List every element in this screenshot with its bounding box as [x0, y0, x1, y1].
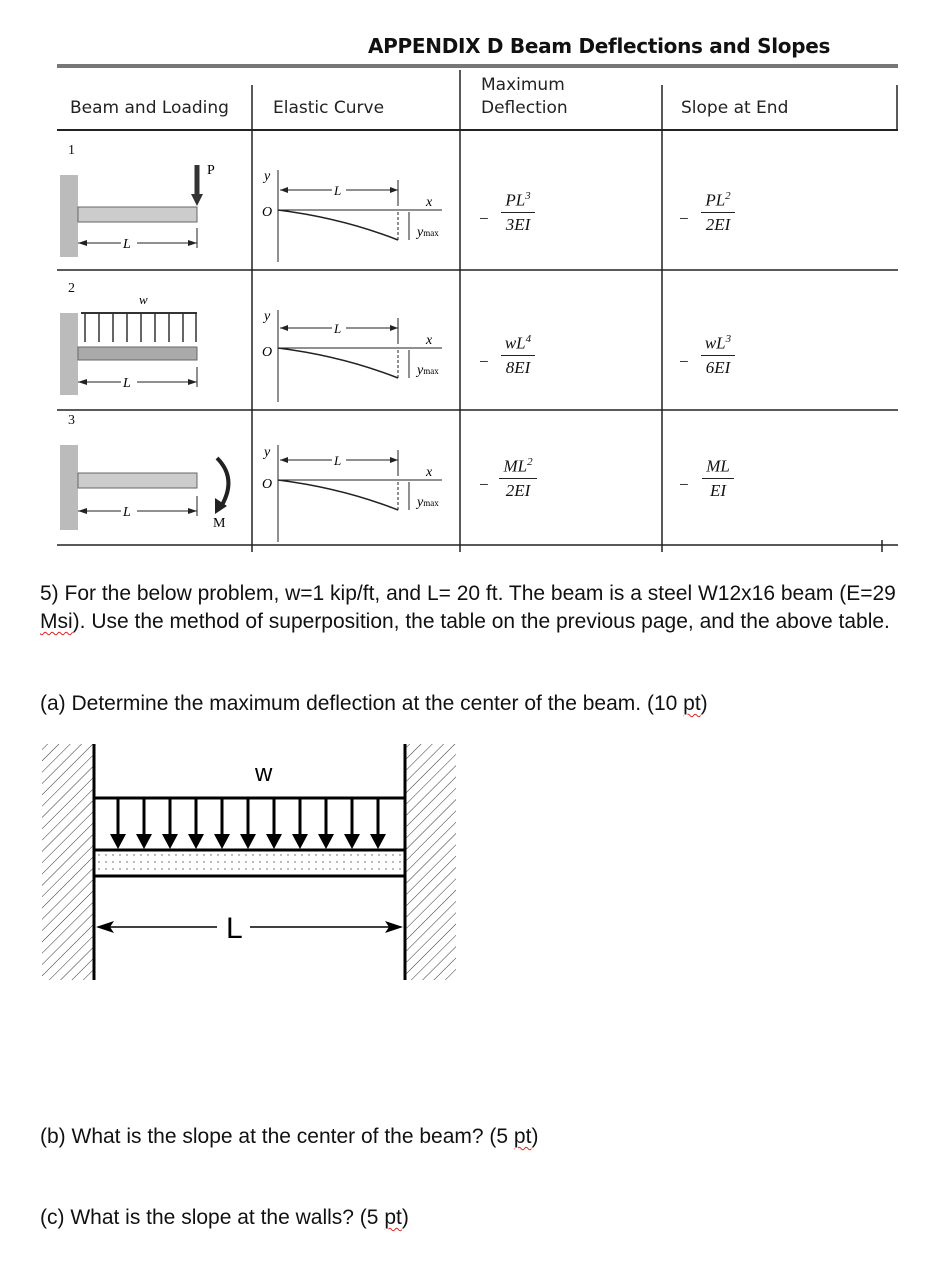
- header-max-deflection-2: Deflection: [481, 98, 568, 118]
- max-deflection-formula: − $wL^4$ 8EI: [463, 333, 573, 378]
- slope-formula: − $PL^2$ 2EI: [663, 190, 773, 235]
- arrow-head: [110, 834, 126, 849]
- arrow-head: [318, 834, 334, 849]
- elastic-curve-diagram: [252, 270, 460, 410]
- header-beam-loading: Beam and Loading: [70, 98, 229, 118]
- svg-text:P: P: [207, 163, 215, 178]
- svg-text:O: O: [262, 345, 273, 360]
- svg-text:y: y: [264, 445, 271, 460]
- left-wall-icon: [42, 744, 93, 980]
- row-number: 1: [68, 143, 75, 158]
- svg-text:y: y: [264, 309, 271, 324]
- svg-text:L: L: [123, 376, 131, 391]
- row-number: 2: [68, 281, 75, 296]
- svg-text:O: O: [262, 205, 273, 220]
- beam-diagram-distributed-load: [57, 270, 252, 410]
- arrow-head: [214, 834, 230, 849]
- arrow-head: [188, 834, 204, 849]
- arrow-head: [136, 834, 152, 849]
- max-deflection-formula: − $PL^3$ 3EI: [463, 190, 573, 235]
- elastic-curve-diagram: [252, 410, 460, 545]
- svg-text:L: L: [334, 321, 342, 336]
- svg-text:ymax: ymax: [417, 225, 439, 240]
- slope-formula: − $wL^3$ 6EI: [663, 333, 773, 378]
- svg-text:ymax: ymax: [417, 495, 439, 510]
- svg-text:w: w: [139, 292, 148, 307]
- beam-diagram-end-moment: [57, 410, 252, 545]
- arrow-head: [370, 834, 386, 849]
- problem-statement: 5) For the below problem, w=1 kip/ft, and L= 20 ft. The beam is a steel W12x16 beam (E=29 Msi). Use the method of superposition, the table on the previous page, and the above table.: [40, 582, 896, 633]
- question-a: (a) Determine the maximum deflection at the center of the beam. (10 pt): [40, 692, 708, 715]
- arrow-head: [162, 834, 178, 849]
- svg-text:L: L: [334, 453, 342, 468]
- arrow-head: [344, 834, 360, 849]
- arrow-head: [292, 834, 308, 849]
- wall-icon: [60, 313, 78, 395]
- svg-text:L: L: [123, 237, 131, 252]
- header-max-deflection-1: Maximum: [481, 75, 565, 95]
- right-wall-icon: [406, 744, 456, 980]
- wall-icon: [60, 175, 78, 257]
- svg-text:ymax: ymax: [417, 363, 439, 378]
- beam-diagram-point-load: [57, 130, 252, 270]
- svg-text:x: x: [426, 465, 433, 480]
- wall-icon: [60, 445, 78, 530]
- distributed-load-arrows-icon: [110, 798, 386, 849]
- svg-text:x: x: [426, 195, 433, 210]
- svg-text:x: x: [426, 333, 433, 348]
- appendix-title: APPENDIX D Beam Deflections and Slopes: [368, 34, 831, 58]
- arrow-head: [240, 834, 256, 849]
- header-elastic-curve: Elastic Curve: [273, 98, 385, 118]
- question-b: (b) What is the slope at the center of the beam? (5 pt): [40, 1125, 539, 1148]
- svg-text:L: L: [226, 912, 243, 945]
- header-slope-end: Slope at End: [681, 98, 789, 118]
- distributed-load-arrows-icon: [85, 313, 196, 342]
- svg-text:L: L: [123, 505, 131, 520]
- row-number: 3: [68, 413, 75, 428]
- moment-arrow-icon: [217, 458, 228, 505]
- slope-formula: − ML EI: [663, 456, 773, 501]
- beam: [94, 850, 405, 876]
- arrow-head: [266, 834, 282, 849]
- question-c: (c) What is the slope at the walls? (5 pt): [40, 1206, 409, 1229]
- svg-text:O: O: [262, 477, 273, 492]
- max-deflection-formula: − $ML^2$ 2EI: [463, 456, 573, 501]
- svg-text:w: w: [255, 760, 273, 787]
- svg-text:L: L: [334, 183, 342, 198]
- fixed-fixed-beam-figure: [40, 740, 470, 990]
- svg-text:y: y: [264, 169, 271, 184]
- svg-text:M: M: [213, 516, 226, 531]
- elastic-curve-diagram: [252, 130, 460, 270]
